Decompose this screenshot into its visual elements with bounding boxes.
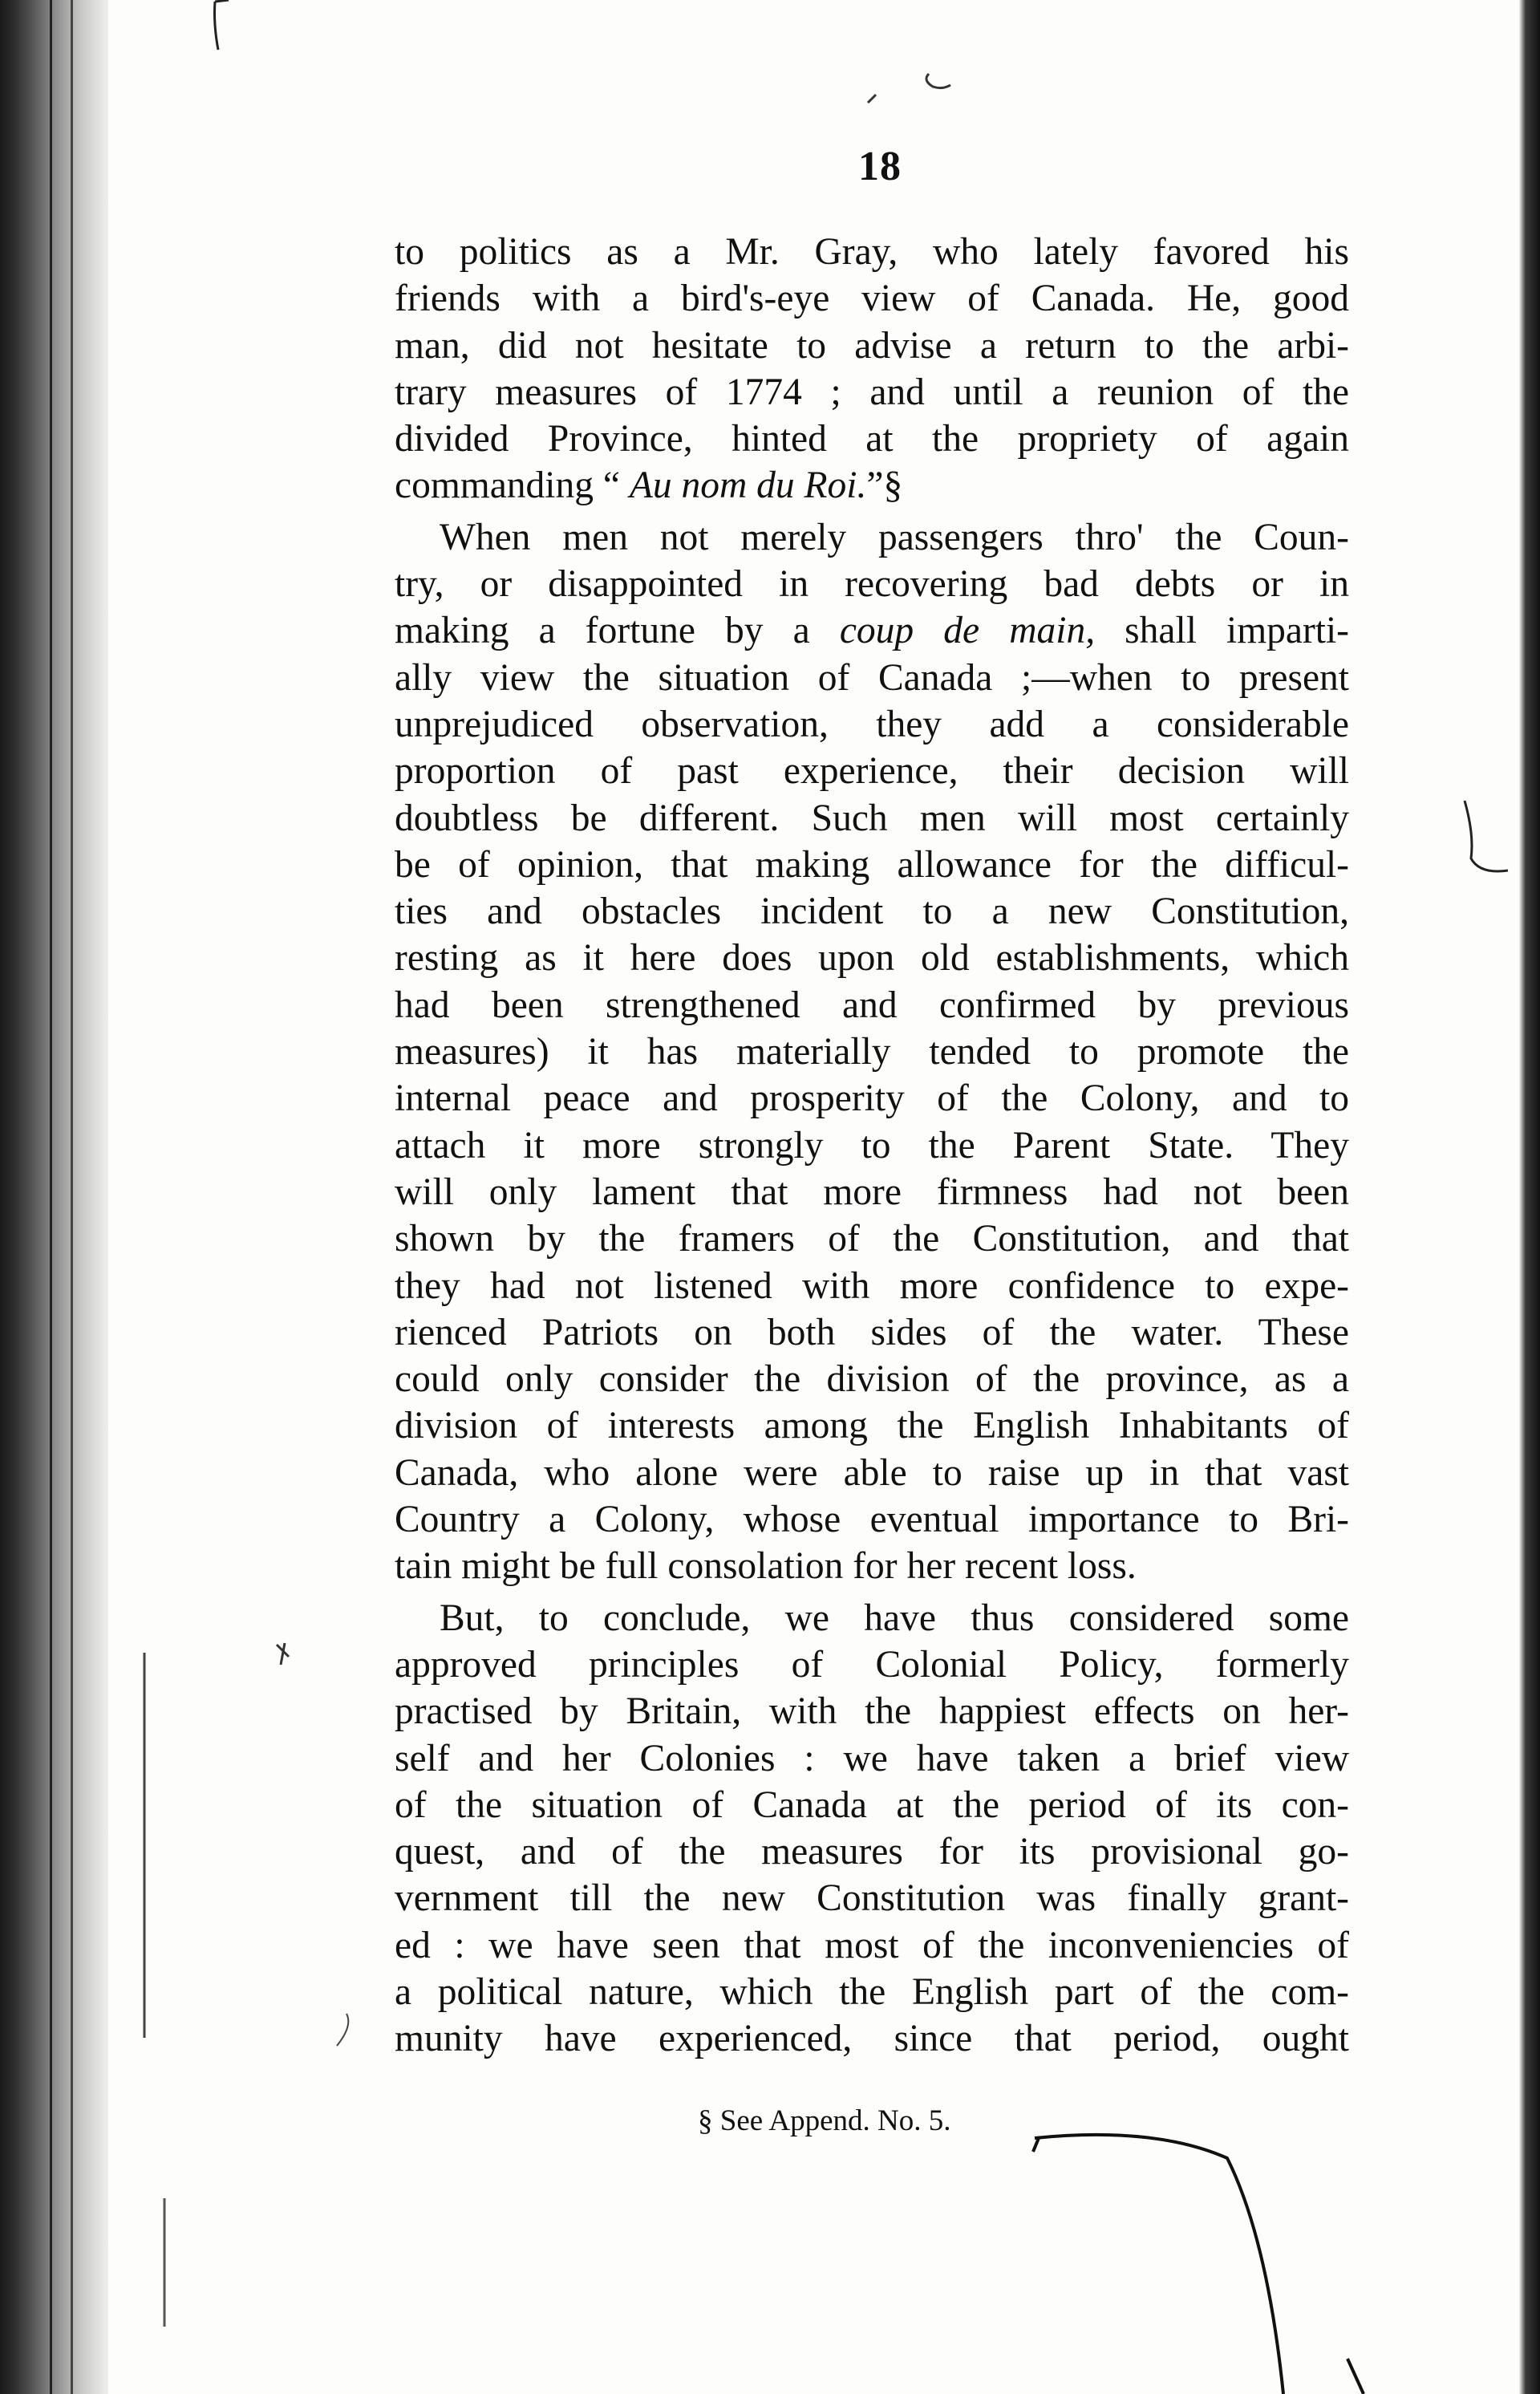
text-line: of the situation of Canada at the period of its con- xyxy=(395,1783,1349,1826)
text-line: could only consider the division of the province, as a xyxy=(395,1358,1349,1401)
text-line: division of interests among the English Inhabitants of xyxy=(395,1405,1349,1447)
text-line: internal peace and prosperity of the Colony, and to xyxy=(395,1077,1349,1120)
ink-mark xyxy=(215,2,219,50)
text-line: to politics as a Mr. Gray, who lately favored his xyxy=(395,231,1349,273)
paragraph xyxy=(395,1595,1349,2063)
text-line: resting as it here does upon old establishments, which xyxy=(395,937,1349,980)
ink-mark xyxy=(277,1643,289,1665)
text-line: shown by the framers of the Constitution, and that xyxy=(395,1218,1349,1260)
text-line xyxy=(395,607,1349,654)
text-line: ed : we have seen that most of the inconveniencies of xyxy=(395,1924,1349,1966)
text-line: will only lament that more firmness had not been xyxy=(395,1171,1349,1213)
ink-mark xyxy=(215,0,229,2)
footnote: § See Append. No. 5. xyxy=(698,2104,951,2137)
ink-mark xyxy=(1348,2359,1364,2394)
text-segment: making a fortune by a xyxy=(395,610,840,652)
text-line: proportion of past experience, their decision will xyxy=(395,750,1349,793)
text-line: Country a Colony, whose eventual importance to Bri- xyxy=(395,1499,1349,1541)
text-line: approved principles of Colonial Policy, formerly xyxy=(395,1643,1349,1686)
text-line: ties and obstacles incident to a new Constitution, xyxy=(395,891,1349,933)
ink-mark xyxy=(1465,801,1508,871)
text-line: self and her Colonies : we have taken a brief view xyxy=(395,1737,1349,1779)
paragraph xyxy=(395,229,1349,509)
text-line: unprejudiced observation, they add a considerable xyxy=(395,703,1349,745)
text-line: a political nature, which the English part of the com- xyxy=(395,1970,1349,2013)
text-line: had been strengthened and confirmed by previous xyxy=(395,984,1349,1026)
text-line: friends with a bird's-eye view of Canada. He, good xyxy=(395,278,1349,320)
page-number: 18 xyxy=(858,144,902,189)
ink-mark xyxy=(337,2014,348,2046)
ink-mark xyxy=(868,95,876,103)
text-segment: shall imparti- xyxy=(1095,610,1350,652)
body-text xyxy=(395,229,1349,2063)
paragraph xyxy=(395,514,1349,1590)
text-line: trary measures of 1774 ; and until a reunion of the xyxy=(395,371,1349,413)
text-line: divided Province, hinted at the propriety of again xyxy=(395,418,1349,461)
text-line: vernment till the new Constitution was finally grant- xyxy=(395,1877,1349,1920)
paper-curl xyxy=(1035,2135,1283,2394)
text-line: munity have experienced, since that period, ought xyxy=(395,2018,1349,2060)
text-line: quest, and of the measures for its provisional go- xyxy=(395,1831,1349,1873)
text-line: doubtless be different. Such men will most certainly xyxy=(395,797,1349,839)
text-line: they had not listened with more confidence to expe- xyxy=(395,1264,1349,1307)
text-line: try, or disappointed in recovering bad debts or in xyxy=(395,563,1349,606)
text-segment: commanding “ xyxy=(395,465,630,507)
text-line xyxy=(395,462,1349,509)
ink-mark xyxy=(926,74,950,88)
text-line: practised by Britain, with the happiest effects on her- xyxy=(395,1690,1349,1733)
text-line: When men not merely passengers thro' the Coun- xyxy=(440,516,1349,558)
text-segment: ”§ xyxy=(866,465,903,507)
text-line: rienced Patriots on both sides of the water. These xyxy=(395,1311,1349,1353)
text-line: Canada, who alone were able to raise up in that vast xyxy=(395,1451,1349,1494)
text-line: be of opinion, that making allowance for the difficul- xyxy=(395,843,1349,886)
text-line: measures) it has materially tended to promote the xyxy=(395,1031,1349,1073)
italic-phrase: Au nom du Roi. xyxy=(629,465,867,507)
italic-phrase: coup de main, xyxy=(839,610,1096,652)
text-line: man, did not hesitate to advise a return to the arbi- xyxy=(395,324,1349,367)
text-line: attach it more strongly to the Parent State. They xyxy=(395,1124,1349,1167)
paper-curl xyxy=(1033,2138,1039,2152)
text-line: tain might be full consolation for her recent loss. xyxy=(395,1545,1137,1588)
text-line: ally view the situation of Canada ;—when to present xyxy=(395,656,1349,699)
text-line: But, to conclude, we have thus considered some xyxy=(440,1597,1349,1639)
